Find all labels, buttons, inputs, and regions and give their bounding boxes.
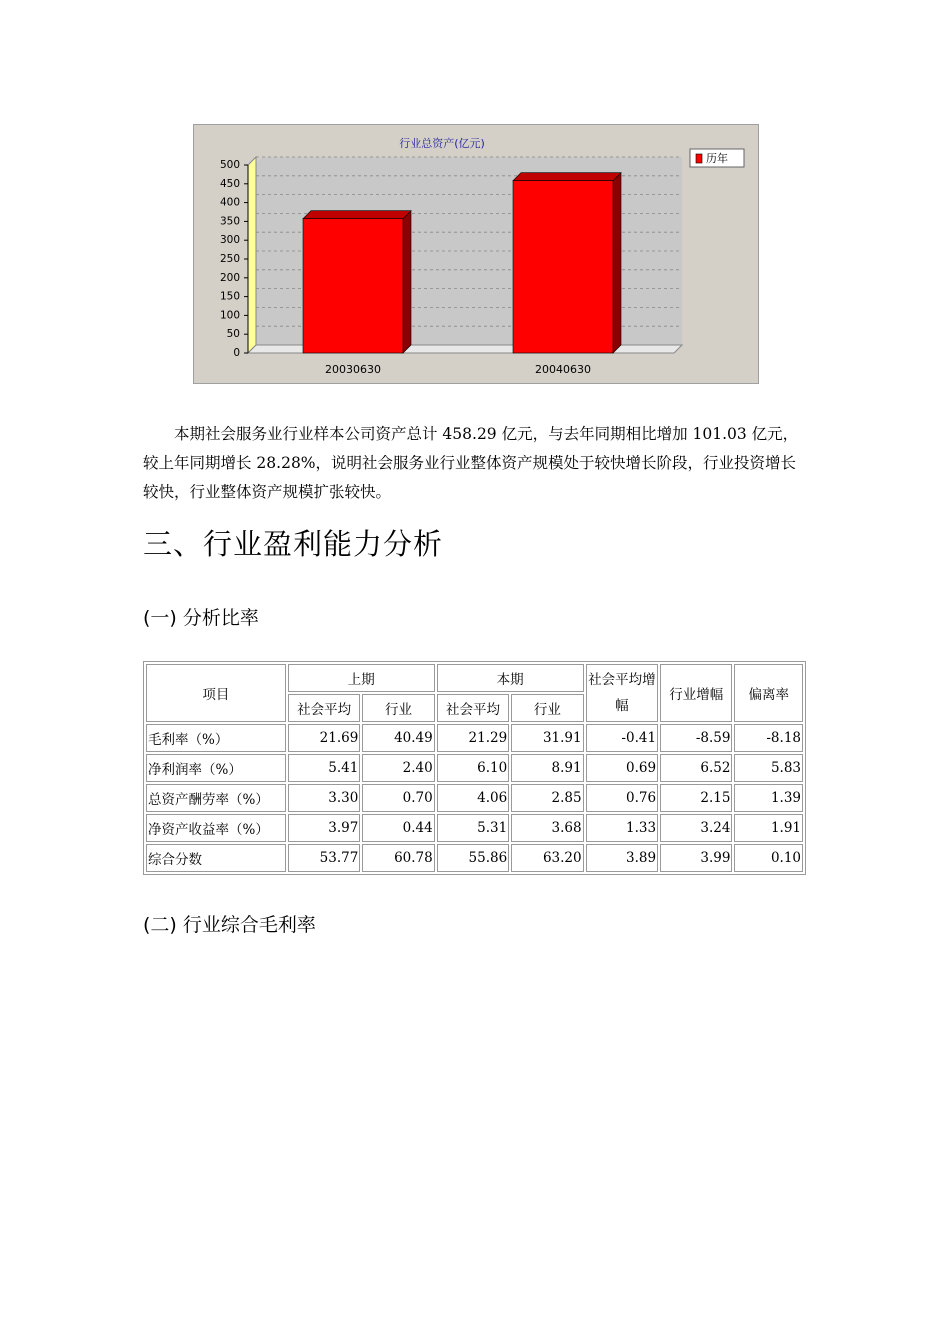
ratio-table [143, 661, 806, 875]
cell: 3.24 [660, 814, 732, 842]
bar-side [613, 173, 621, 353]
cell: 0.70 [362, 784, 434, 812]
cell: 5.41 [288, 754, 360, 782]
legend-label: 历年 [706, 152, 728, 165]
cell: 53.77 [288, 844, 360, 872]
legend-swatch [696, 154, 702, 163]
header-industry-growth: 行业增幅 [660, 664, 732, 722]
bar-top [513, 173, 621, 181]
y-tick-label: 350 [219, 215, 240, 228]
cell: 1.39 [734, 784, 803, 812]
plot-side-wall [248, 157, 256, 353]
row-label: 净资产收益率（%） [146, 814, 286, 842]
cell: 1.91 [734, 814, 803, 842]
cell: 3.68 [511, 814, 583, 842]
section-title: 三、行业盈利能力分析 [143, 527, 444, 561]
y-tick-label: 500 [219, 159, 240, 171]
cell: 5.31 [437, 814, 509, 842]
row-label: 毛利率（%） [146, 724, 286, 752]
ratio-table-container [143, 661, 806, 875]
row-label: 总资产酬劳率（%） [146, 784, 286, 812]
cell: -0.41 [586, 724, 658, 752]
cell: 5.83 [734, 754, 803, 782]
header-item: 项目 [146, 664, 286, 722]
cell: 0.10 [734, 844, 803, 872]
y-tick-label: 100 [219, 309, 240, 322]
row-label: 净利润率（%） [146, 754, 286, 782]
cell: 63.20 [511, 844, 583, 872]
table-row [146, 814, 803, 842]
bar-side [403, 211, 411, 353]
header-prev-social-avg: 社会平均 [288, 694, 360, 722]
bar [513, 181, 613, 353]
cell: 55.86 [437, 844, 509, 872]
header-curr-period: 本期 [437, 664, 584, 692]
y-tick-label: 0 [233, 347, 240, 359]
cell: 31.91 [511, 724, 583, 752]
cell: 2.85 [511, 784, 583, 812]
y-tick-label: 250 [219, 253, 240, 265]
cell: 2.40 [362, 754, 434, 782]
x-tick-label: 20040630 [535, 363, 591, 376]
y-tick-label: 400 [219, 196, 240, 209]
header-curr-industry: 行业 [511, 694, 583, 722]
header-social-growth: 社会平均增幅 [586, 664, 658, 722]
subsection-title-gross-margin: (二) 行业综合毛利率 [143, 914, 316, 936]
cell: 4.06 [437, 784, 509, 812]
header-prev-industry: 行业 [362, 694, 434, 722]
cell: -8.18 [734, 724, 803, 752]
bar-top [303, 211, 411, 219]
cell: 60.78 [362, 844, 434, 872]
cell: 21.69 [288, 724, 360, 752]
summary-paragraph: 本期社会服务业行业样本公司资产总计 458.29 亿元，与去年同期相比增加 101.03 亿元，较上年同期增长 28.28%，说明社会服务业行业整体资产规模处于较快增长阶段，行业投资增长较快，行业整体资产规模扩张较快。 [143, 425, 799, 501]
cell: 3.30 [288, 784, 360, 812]
cell: 3.99 [660, 844, 732, 872]
cell: 0.76 [586, 784, 658, 812]
y-tick-label: 150 [219, 290, 240, 303]
y-tick-label: 450 [219, 177, 240, 190]
cell: 0.69 [586, 754, 658, 782]
total-assets-chart [193, 124, 759, 384]
bar [303, 219, 403, 353]
table-row [146, 844, 803, 872]
cell: 21.29 [437, 724, 509, 752]
x-tick-label: 20030630 [325, 363, 381, 376]
table-row [146, 724, 803, 752]
y-tick-label: 50 [226, 328, 240, 341]
table-row [146, 754, 803, 782]
table-row [146, 784, 803, 812]
cell: 8.91 [511, 754, 583, 782]
chart-title: 行业总资产(亿元) [399, 137, 485, 150]
y-tick-label: 200 [219, 271, 240, 284]
y-tick-label: 300 [219, 234, 240, 247]
cell: 0.44 [362, 814, 434, 842]
cell: 3.89 [586, 844, 658, 872]
cell: 3.97 [288, 814, 360, 842]
cell: 2.15 [660, 784, 732, 812]
header-prev-period: 上期 [288, 664, 435, 692]
cell: 6.10 [437, 754, 509, 782]
cell: 1.33 [586, 814, 658, 842]
header-deviation: 偏离率 [734, 664, 803, 722]
cell: 40.49 [362, 724, 434, 752]
subsection-title-ratios: (一) 分析比率 [143, 607, 259, 629]
cell: -8.59 [660, 724, 732, 752]
cell: 6.52 [660, 754, 732, 782]
row-label: 综合分数 [146, 844, 286, 872]
header-curr-social-avg: 社会平均 [437, 694, 509, 722]
chart-canvas [194, 125, 758, 383]
